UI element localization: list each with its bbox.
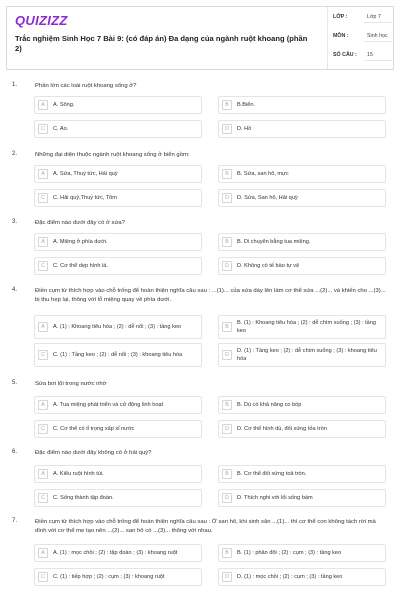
quizizz-logo: QUIZIZZ [15,13,68,28]
option-text: B. (1) : phân đôi ; (2) : cụm ; (3) : tầng keo [237,550,342,556]
option-text: C. (1) : Tầng keo ; (2) : dễ nổi ; (3) : khoang tiêu hóa [53,352,183,358]
question-text: Điền cụm từ thích hợp vào chỗ trống để hoàn thiện nghĩa câu sau : Ở san hô, khi sinh sản ...(1)... thì cơ thể con không tách rời mà dính với cơ thể mẹ tạo nên ...(2)... san hô có ...(3)... thông với nhau. [35,519,376,534]
option-text: C. Cơ thể có tỉ trọng xấp xỉ nước [53,426,135,432]
option-text: C. (1) : tiếp hợp ; (2) : cụm ; (3) : khoang ruột [53,574,165,580]
question-text: Sứa bơi lội trong nước nhờ [35,381,107,387]
question-number: 2. [12,151,18,157]
option-letter: B [222,469,232,479]
option-letter: B [222,169,232,179]
question-number: 1. [12,82,18,88]
option-a[interactable] [34,165,202,183]
option-text: A. Sứa, Thuỷ tức, Hải quỳ [53,171,118,177]
option-d[interactable] [218,120,386,138]
option-b[interactable] [218,396,386,414]
meta-value: Lớp 7 [364,12,394,23]
question-number: 6. [12,449,18,455]
option-c[interactable] [34,257,202,275]
option-c[interactable] [34,189,202,207]
worksheet-meta [327,7,395,69]
option-text: A. Kiểu ruột hình túi. [53,471,104,477]
option-letter: B [222,237,232,247]
option-letter: A [38,100,48,110]
option-d[interactable] [218,189,386,207]
option-text: B. Di chuyển bằng tua miệng. [237,239,311,245]
option-text: B.Biển. [237,102,256,108]
option-text: D. Hồ [237,126,252,132]
option-text: C. Sống thành tập đoàn. [53,495,114,501]
option-letter: D [222,261,232,271]
question-text: Phần lớn các loài ruột khoang sống ở? [35,83,137,89]
option-c[interactable] [34,489,202,507]
meta-row-grade [328,9,396,25]
option-text: A. Sông. [53,102,75,108]
meta-key: LỚP : [333,14,348,20]
question-number: 5. [12,380,18,386]
option-text: A. Miệng ở phía dưới. [53,239,108,245]
option-b[interactable] [218,165,386,183]
option-letter: C [38,261,48,271]
option-letter: A [38,169,48,179]
option-letter: D [222,193,232,203]
option-text: D. (1) : Tầng keo ; (2) : dễ chìm xuống ; (3) : khoang tiêu hóa [237,348,377,362]
option-text: B. Sứa, san hô, mực [237,171,289,177]
option-letter: C [38,193,48,203]
meta-row-subject [328,28,396,44]
option-letter: B [222,322,232,332]
option-text: D. (1) : mọc chồi ; (2) : cụm ; (3) : tầng keo [237,574,343,580]
meta-row-count [328,47,396,63]
option-c[interactable] [34,343,202,367]
meta-key: MÔN : [333,33,349,39]
option-letter: C [38,124,48,134]
option-a[interactable] [34,544,202,562]
option-text: A. (1) : Khoang tiêu hóa ; (2) : dễ nổi ; (3) : tầng keo [53,324,182,330]
option-letter: C [38,493,48,503]
worksheet-title: Trắc nghiệm Sinh Học 7 Bài 9: (có đáp án) Đa dạng của ngành ruột khoang (phần 2) [15,34,308,53]
option-a[interactable] [34,96,202,114]
option-letter: B [222,100,232,110]
option-b[interactable] [218,233,386,251]
question-text: Đặc điểm nào dưới đây không có ở hải quỳ? [35,450,152,456]
option-letter: C [38,350,48,360]
option-text: A. Tua miệng phát triển và cử động linh hoạt [53,402,164,408]
option-letter: C [38,572,48,582]
worksheet-header [6,6,394,70]
option-letter: D [222,572,232,582]
meta-value: Sinh học [364,31,394,42]
option-letter: D [222,424,232,434]
question-number: 7. [12,518,18,524]
question-number: 3. [12,219,18,225]
option-text: C. Ao. [53,126,69,132]
option-b[interactable] [218,96,386,114]
option-letter: B [222,400,232,410]
option-b[interactable] [218,544,386,562]
option-b[interactable] [218,315,386,339]
question-text: Những đại diện thuộc ngành ruột khoang sống ở biển gồm: [35,152,190,158]
option-c[interactable] [34,420,202,438]
option-d[interactable] [218,343,386,367]
option-d[interactable] [218,257,386,275]
option-a[interactable] [34,315,202,339]
option-c[interactable] [34,120,202,138]
option-text: B. (1) : Khoang tiêu hóa ; (2) : dễ chìm xuống ; (3) : tầng keo [237,320,376,334]
meta-key: SỐ CÂU : [333,52,357,58]
question-text: Điền cụm từ thích hợp vào chỗ trống để hoàn thiện nghĩa câu sau : ...(1)... của sứa dày lên làm cơ thể sứa ...(2)... và khiến cho ...(3)... bị thu hẹp lại, thông với lỗ miệng quay về phía dưới. [35,288,386,303]
option-d[interactable] [218,568,386,586]
option-letter: B [222,548,232,558]
option-text: D. Cơ thể hình dù, đối xứng tỏa tròn [237,426,327,432]
option-text: C. Cơ thể dẹp hình lá. [53,263,108,269]
option-text: D. Thích nghi với lối sống bám [237,495,313,501]
option-d[interactable] [218,489,386,507]
option-letter: D [222,493,232,503]
option-text: B. Cơ thể đối xứng toả tròn. [237,471,307,477]
option-text: D. Không có tế bào tự vệ [237,263,300,269]
option-text: B. Dù có khả năng co bóp [237,402,302,408]
option-letter: A [38,400,48,410]
option-text: D. Sứa, San hô, Hải quỳ [237,195,298,201]
option-letter: A [38,548,48,558]
option-a[interactable] [34,233,202,251]
option-c[interactable] [34,568,202,586]
option-letter: C [38,424,48,434]
option-text: C. Hải quỳ,Thuỷ tức, Tôm [53,195,117,201]
option-text: A. (1) : mọc chồi ; (2) : tập đoàn ; (3) : khoang ruột [53,550,178,556]
option-letter: A [38,322,48,332]
option-letter: D [222,350,232,360]
question-number: 4. [12,287,18,293]
meta-value: 15 [364,50,394,61]
option-b[interactable] [218,465,386,483]
option-letter: A [38,469,48,479]
option-letter: A [38,237,48,247]
question-text: Đặc điểm nào dưới đây có ở sứa? [35,220,125,226]
option-a[interactable] [34,396,202,414]
option-letter: D [222,124,232,134]
option-d[interactable] [218,420,386,438]
option-a[interactable] [34,465,202,483]
